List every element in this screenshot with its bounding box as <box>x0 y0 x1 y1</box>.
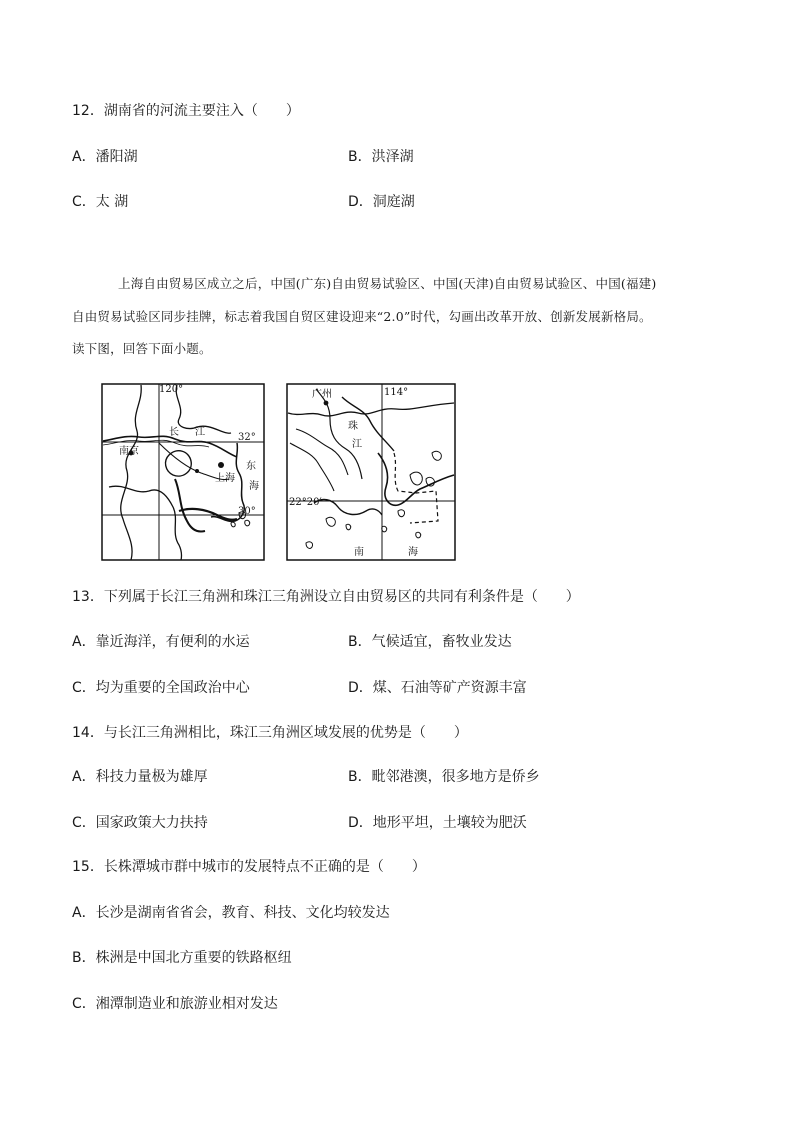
q13-option-a: A．靠近海洋，有便利的水运 <box>72 634 250 650</box>
q12-option-d: D．洞庭湖 <box>348 194 415 210</box>
q12-option-b: B．洪泽湖 <box>348 149 414 165</box>
map-right-river-label-1: 珠 <box>348 421 358 432</box>
passage-line-3: 读下图，回答下面小题。 <box>72 341 212 356</box>
q13-option-b: B．气候适宜，畜牧业发达 <box>348 634 512 650</box>
q14-option-c: C．国家政策大力扶持 <box>72 815 208 831</box>
passage-line-2: 自由贸易试验区同步挂牌，标志着我国自贸区建设迎来“2.0”时代，勾画出改革开放、创新发展新格局。 <box>72 309 652 324</box>
q12-option-a: A．潘阳湖 <box>72 149 138 165</box>
q14-stem: 14．与长江三角洲相比，珠江三角洲区域发展的优势是（ ） <box>72 725 468 741</box>
q15-option-b: B．株洲是中国北方重要的铁路枢纽 <box>72 950 292 966</box>
map-right-river-label-2: 江 <box>352 439 362 450</box>
map-left-lat-bottom: 30° <box>238 506 256 517</box>
map-left-river-label-1: 长 <box>169 427 179 438</box>
q14-option-a: A．科技力量极为雄厚 <box>72 769 208 785</box>
q15-option-c: C．湘潭制造业和旅游业相对发达 <box>72 996 278 1012</box>
map-yangtze-delta <box>101 383 265 561</box>
q13-stem: 13．下列属于长江三角洲和珠江三角洲设立自由贸易区的共同有利条件是（ ） <box>72 589 580 605</box>
q14-option-b: B．毗邻港澳，很多地方是侨乡 <box>348 769 540 785</box>
map-right-longitude-label: 114° <box>384 387 409 398</box>
map-pearl-delta <box>286 383 456 561</box>
q12-option-c: C．太 湖 <box>72 194 129 210</box>
map-left-city-nanjing: 南京 <box>119 446 139 457</box>
q12-stem: 12．湖南省的河流主要注入（ ） <box>72 103 300 119</box>
map-right-sea-label-2: 海 <box>408 547 418 558</box>
map-left-river-label-2: 江 <box>195 427 205 438</box>
q13-option-c: C．均为重要的全国政治中心 <box>72 680 250 696</box>
map-left-city-shanghai: 上海 <box>215 473 235 484</box>
map-right-lat-label: 22°20′ <box>289 497 322 508</box>
q13-option-d: D．煤、石油等矿产资源丰富 <box>348 680 527 696</box>
map-left-sea-label-2: 海 <box>249 481 259 492</box>
map-left-lat-top: 32° <box>238 432 256 443</box>
map-left-sea-label-1: 东 <box>246 461 256 472</box>
map-pearl-delta-drawing <box>286 383 456 561</box>
passage-line-1: 上海自由贸易区成立之后，中国(广东)自由贸易试验区、中国(天津)自由贸易试验区、中国(福建) <box>118 276 657 291</box>
q14-option-d: D．地形平坦，土壤较为肥沃 <box>348 815 527 831</box>
q15-stem: 15．长株潭城市群中城市的发展特点不正确的是（ ） <box>72 859 426 875</box>
q15-option-a: A．长沙是湖南省省会，教育、科技、文化均较发达 <box>72 905 390 921</box>
map-yangtze-delta-drawing <box>101 383 265 561</box>
map-left-longitude-label: 120° <box>159 384 184 395</box>
map-right-city-guangzhou: 广州 <box>312 389 332 400</box>
map-right-sea-label-1: 南 <box>354 547 364 558</box>
